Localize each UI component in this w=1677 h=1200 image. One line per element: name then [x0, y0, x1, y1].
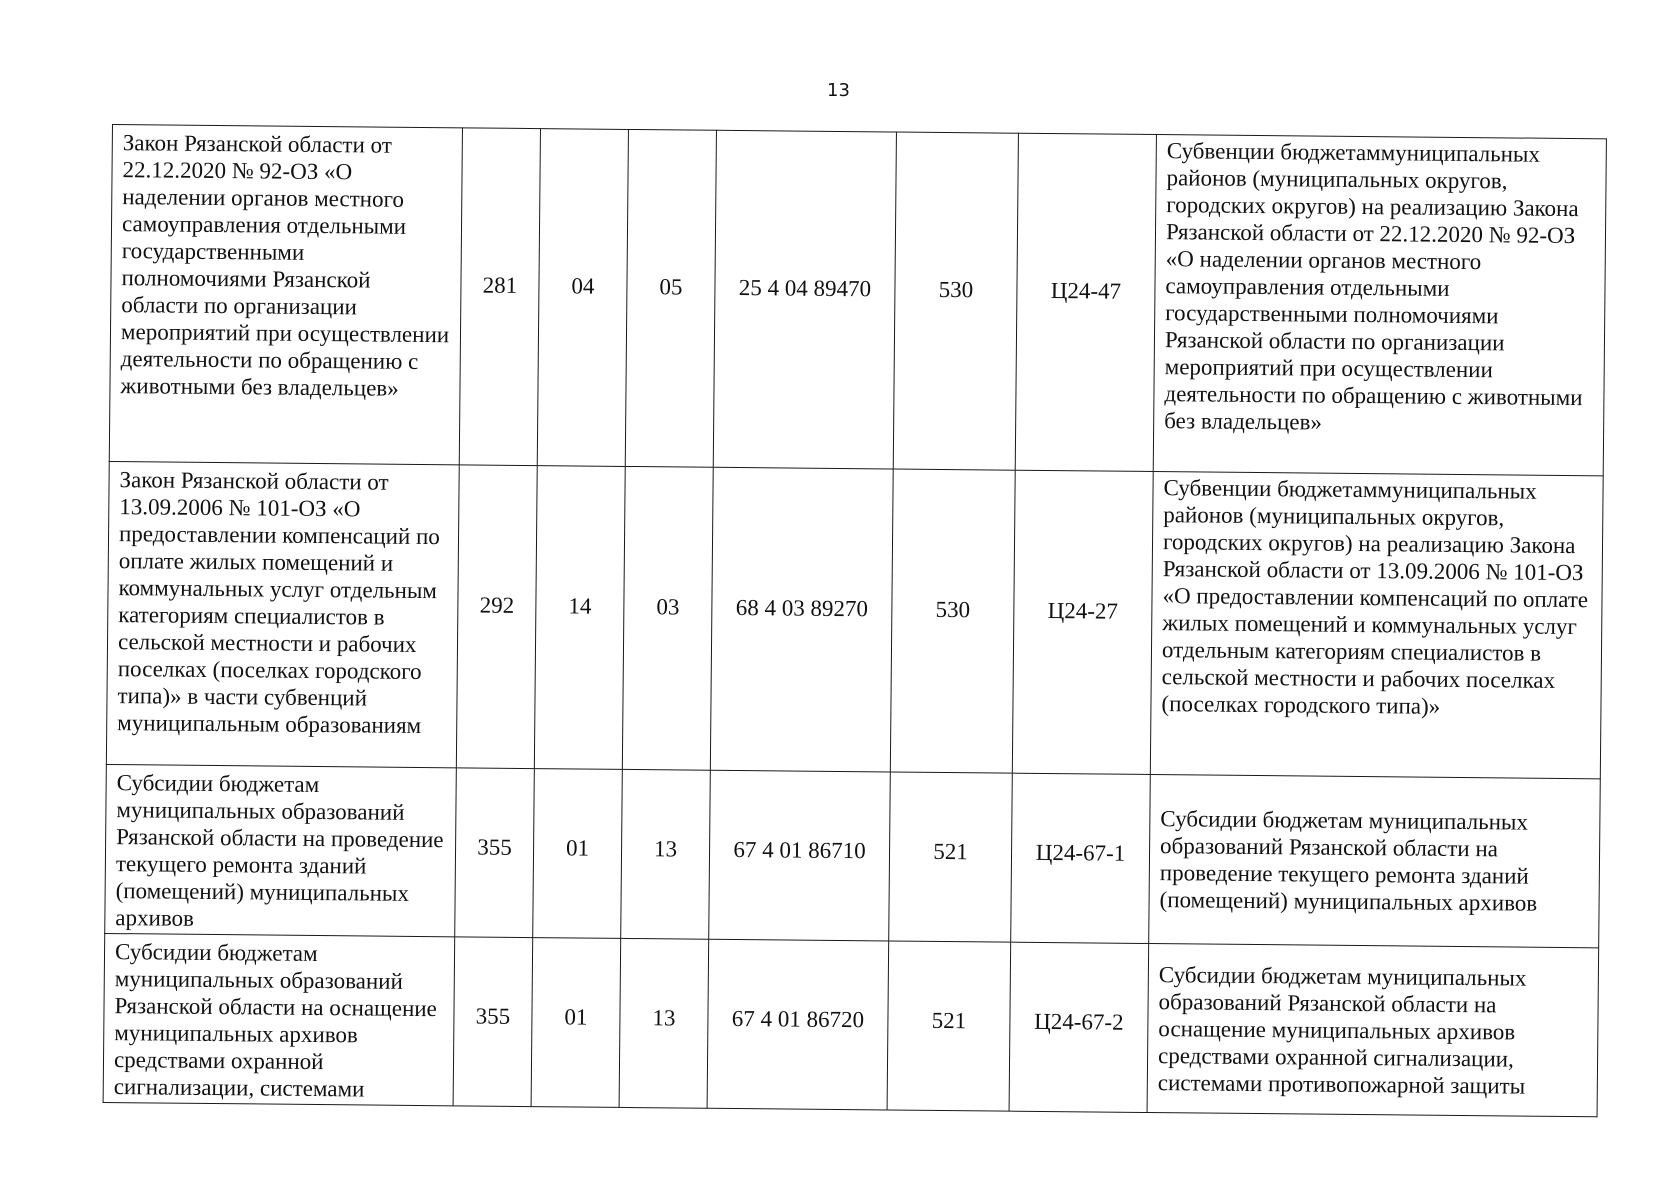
admin-code-cell: 292 — [456, 465, 537, 769]
page-number: 13 — [827, 80, 850, 101]
section-cell: 01 — [533, 769, 623, 939]
target-article-cell: 67 4 01 86710 — [709, 770, 891, 941]
description-cell: Субвенции бюджетаммуниципальных районов (муниципальных округов, городских округов) на реализацию Закона Рязанской области от 13.09.2006 № 101-ОЗ «О предоставлении компенсаций по оплате жилых помещений и коммунальных услуг отдельным категориям специалистов в сельской местности и рабочих поселках (поселках городского типа)» — [1150, 472, 1603, 779]
section-cell: 04 — [537, 129, 628, 467]
law-cell: Закон Рязанской области от 13.09.2006 № 101-ОЗ «О предоставлении компенсаций по оплате жилых помещений и коммунальных услуг отдельным категориям специалистов в сельской местности и рабочих поселках (поселках городского типа)» в части субвенций муниципальным образованиям — [106, 461, 459, 767]
description-cell: Субвенции бюджетаммуниципальных районов (муниципальных округов, городских округов) на реализацию Закона Рязанской области от 22.12.2020 № 92-ОЗ «О наделении органов местного самоуправления отдельными государственными полномочиями Рязанской области по организации мероприятий при осуществлении деятельности по обращению с животными без владельцев» — [1153, 135, 1606, 476]
section-cell: 14 — [534, 466, 625, 770]
expense-type-cell: 530 — [893, 132, 1018, 470]
expense-type-cell: 530 — [890, 469, 1015, 773]
expense-type-cell: 521 — [887, 941, 1011, 1111]
description-cell: Субсидии бюджетам муниципальных образований Рязанской области на проведение текущего ремонта зданий (помещений) муниципальных архивов — [1149, 774, 1601, 947]
expense-type-cell: 521 — [889, 772, 1013, 942]
admin-code-cell: 355 — [455, 768, 535, 938]
code-cell: Ц24-27 — [1012, 470, 1153, 774]
code-cell: Ц24-67-2 — [1009, 942, 1149, 1112]
law-cell: Субсидии бюджетам муниципальных образований Рязанской области на проведение текущего ремонта зданий (помещений) муниципальных архивов — [105, 764, 457, 936]
table-row — [103, 933, 1599, 1116]
target-article-cell: 25 4 04 89470 — [713, 130, 896, 469]
law-cell: Субсидии бюджетам муниципальных образований Рязанской области на оснащение муниципальных архивов средствами охранной сигнализации, системами — [103, 933, 455, 1105]
admin-code-cell: 281 — [459, 128, 540, 466]
target-article-cell: 67 4 01 86720 — [707, 939, 889, 1110]
table-row — [109, 125, 1606, 476]
target-article-cell: 68 4 03 89270 — [710, 467, 893, 772]
law-cell: Закон Рязанской области от 22.12.2020 № 92-ОЗ «О наделении органов местного самоуправления отдельными государственными полномочиями Рязанской области по организации мероприятий при осуществлении деятельности по обращению с животными без владельцев» — [109, 125, 462, 465]
budget-table — [103, 124, 1607, 1117]
admin-code-cell: 355 — [453, 937, 533, 1107]
code-cell: Ц24-67-1 — [1011, 773, 1151, 943]
section-cell: 01 — [531, 938, 621, 1108]
table-row — [105, 764, 1601, 947]
subsection-cell: 13 — [621, 769, 711, 939]
description-cell: Субсидии бюджетам муниципальных образований Рязанской области на оснащение муниципальных архивов средствами охранной сигнализации, системами противопожарной защиты — [1147, 943, 1599, 1116]
subsection-cell: 05 — [625, 129, 716, 467]
code-cell: Ц24-47 — [1015, 133, 1156, 471]
subsection-cell: 03 — [622, 466, 713, 770]
table-row — [106, 461, 1603, 778]
subsection-cell: 13 — [619, 938, 709, 1108]
